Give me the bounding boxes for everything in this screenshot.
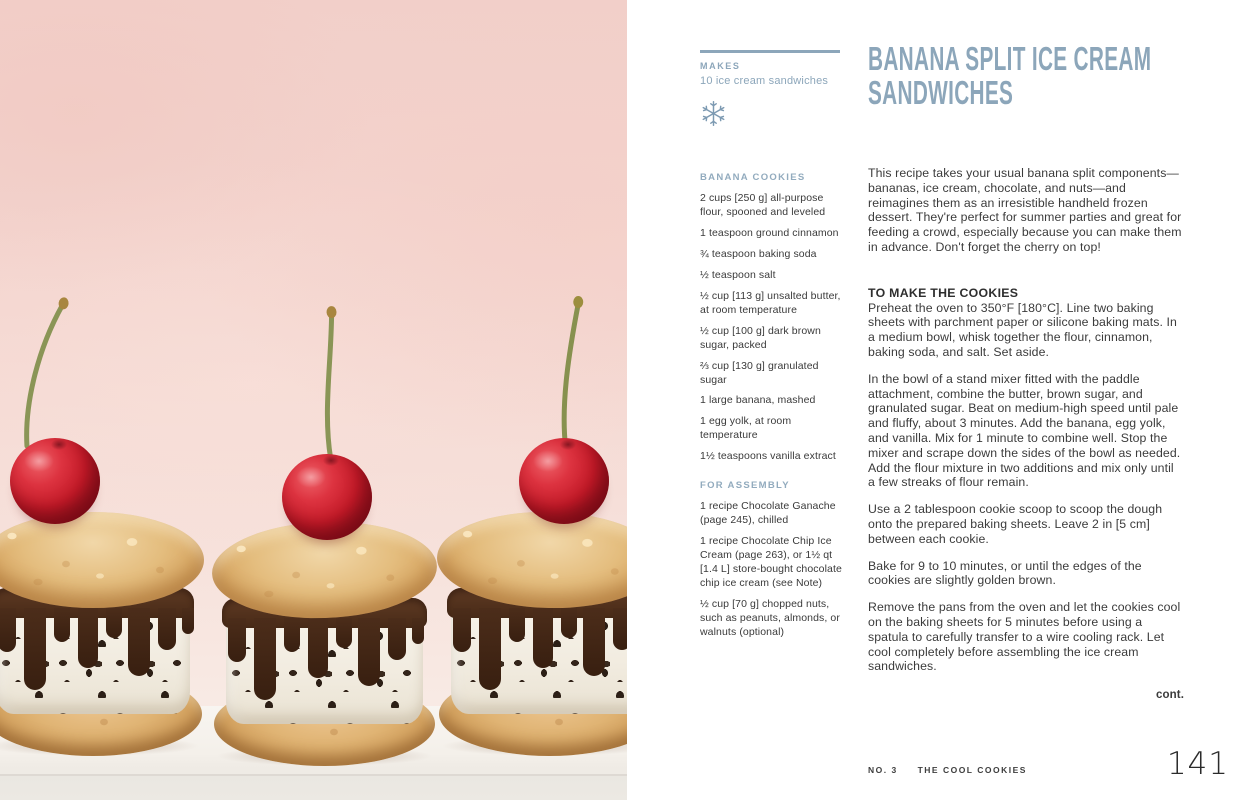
instruction-paragraph: Bake for 9 to 10 minutes, or until the edges of the cookies are slightly golden brown. (868, 558, 1142, 588)
ingredient-section-label: FOR ASSEMBLY (700, 480, 790, 492)
ingredient-item: 1 egg yolk, at room temperature (700, 415, 792, 442)
cherry-stem (311, 301, 361, 464)
instruction-paragraph: Preheat the oven to 350°F [180°C]. Line two baking sheets with parchment paper or silicone baking mats. In a medium bowl, whisk together the flour, cinnamon, baking soda, and salt. Set aside. (868, 300, 1177, 359)
table-surface (0, 776, 627, 800)
ice-cream-sandwich (437, 290, 627, 760)
cherry-stem (554, 292, 601, 455)
ingredient-item: 1 recipe Chocolate Chip Ice Cream (page 263), or 1½ qt [1.4 L] store-bought chocolate chip ice cream (see Note) (700, 535, 842, 590)
makes-label: MAKES (700, 61, 741, 71)
ingredient-item: ½ cup [113 g] unsalted butter, at room temperature (700, 289, 841, 316)
ingredient-item: 1 large banana, mashed (700, 394, 816, 407)
page-number: 141 (1166, 746, 1229, 782)
yield-block (700, 50, 840, 132)
running-footer (868, 765, 1027, 775)
divider-rule (700, 50, 840, 53)
ingredient-item: ½ cup [100 g] dark brown sugar, packed (700, 324, 821, 351)
instruction-paragraph: Remove the pans from the oven and let the cookies cool on the baking sheets for 5 minutes before using a spatula to carefully transfer to a wire cooling rack. Let cool completely before assembling the ice cream sandwiches. (868, 600, 1181, 674)
ingredient-item: 1½ teaspoons vanilla extract (700, 450, 836, 463)
cherry (10, 438, 100, 524)
recipe-page (627, 0, 1252, 800)
instruction-paragraph: In the bowl of a stand mixer fitted with the paddle attachment, combine the butter, brown sugar, and granulated sugar. Beat on medium-high speed until pale and fluffy, about 3 minutes. Add the banana, egg yolk, and vanilla. Mix for 1 minute to combine well. Stop the mixer and scrape down the sides of the bowl as needed. Add the flour mixture in two additions and mix only until a few streaks of flour remain. (868, 371, 1181, 490)
ingredient-item: 2 cups [250 g] all-purpose flour, spooned and leveled (700, 192, 826, 218)
ingredient-item: 1 teaspoon ground cinnamon (700, 226, 839, 239)
recipe-title: BANANA SPLIT ICE CREAM SANDWICHES (868, 40, 1152, 112)
ingredient-item: ¾ teaspoon baking soda (700, 247, 817, 260)
book-number: NO. 3 (868, 765, 898, 775)
ingredient-section-label: BANANA COOKIES (700, 172, 806, 183)
ingredient-item: ⅔ cup [130 g] granulated sugar (700, 359, 819, 386)
step-heading: TO MAKE THE COOKIES (868, 285, 1019, 300)
cherry (282, 454, 372, 540)
ingredient-item: ½ teaspoon salt (700, 268, 776, 281)
ingredient-item: 1 recipe Chocolate Ganache (page 245), chilled (700, 500, 836, 527)
chapter-title: THE COOL COOKIES (917, 765, 1027, 775)
continued-label: cont. (1156, 689, 1184, 702)
instructions-column (868, 166, 1184, 703)
ice-cream-sandwich (212, 300, 437, 770)
yield-text: 10 ice cream sandwiches (700, 75, 829, 87)
intro-paragraph: This recipe takes your usual banana split components—bananas, ice cream, chocolate, and nuts—and reimagines them as an irresistible handheld frozen dessert. They're perfect for summer parties and great for feeding a crowd, especially because you can make them in advance. Don't forget the cherry on top! (868, 166, 1182, 254)
snowflake-icon (700, 100, 840, 132)
ingredient-item: ½ cup [70 g] chopped nuts, such as peanuts, almonds, or walnuts (optional) (700, 598, 840, 638)
instruction-paragraph: Use a 2 tablespoon cookie scoop to scoop the dough onto the prepared baking sheets. Leave 2 in [5 cm] between each cookie. (868, 502, 1163, 546)
cherry (519, 438, 609, 524)
cherry-stem (16, 290, 79, 456)
ice-cream-sandwich (0, 290, 204, 760)
ingredients-column (700, 172, 844, 647)
